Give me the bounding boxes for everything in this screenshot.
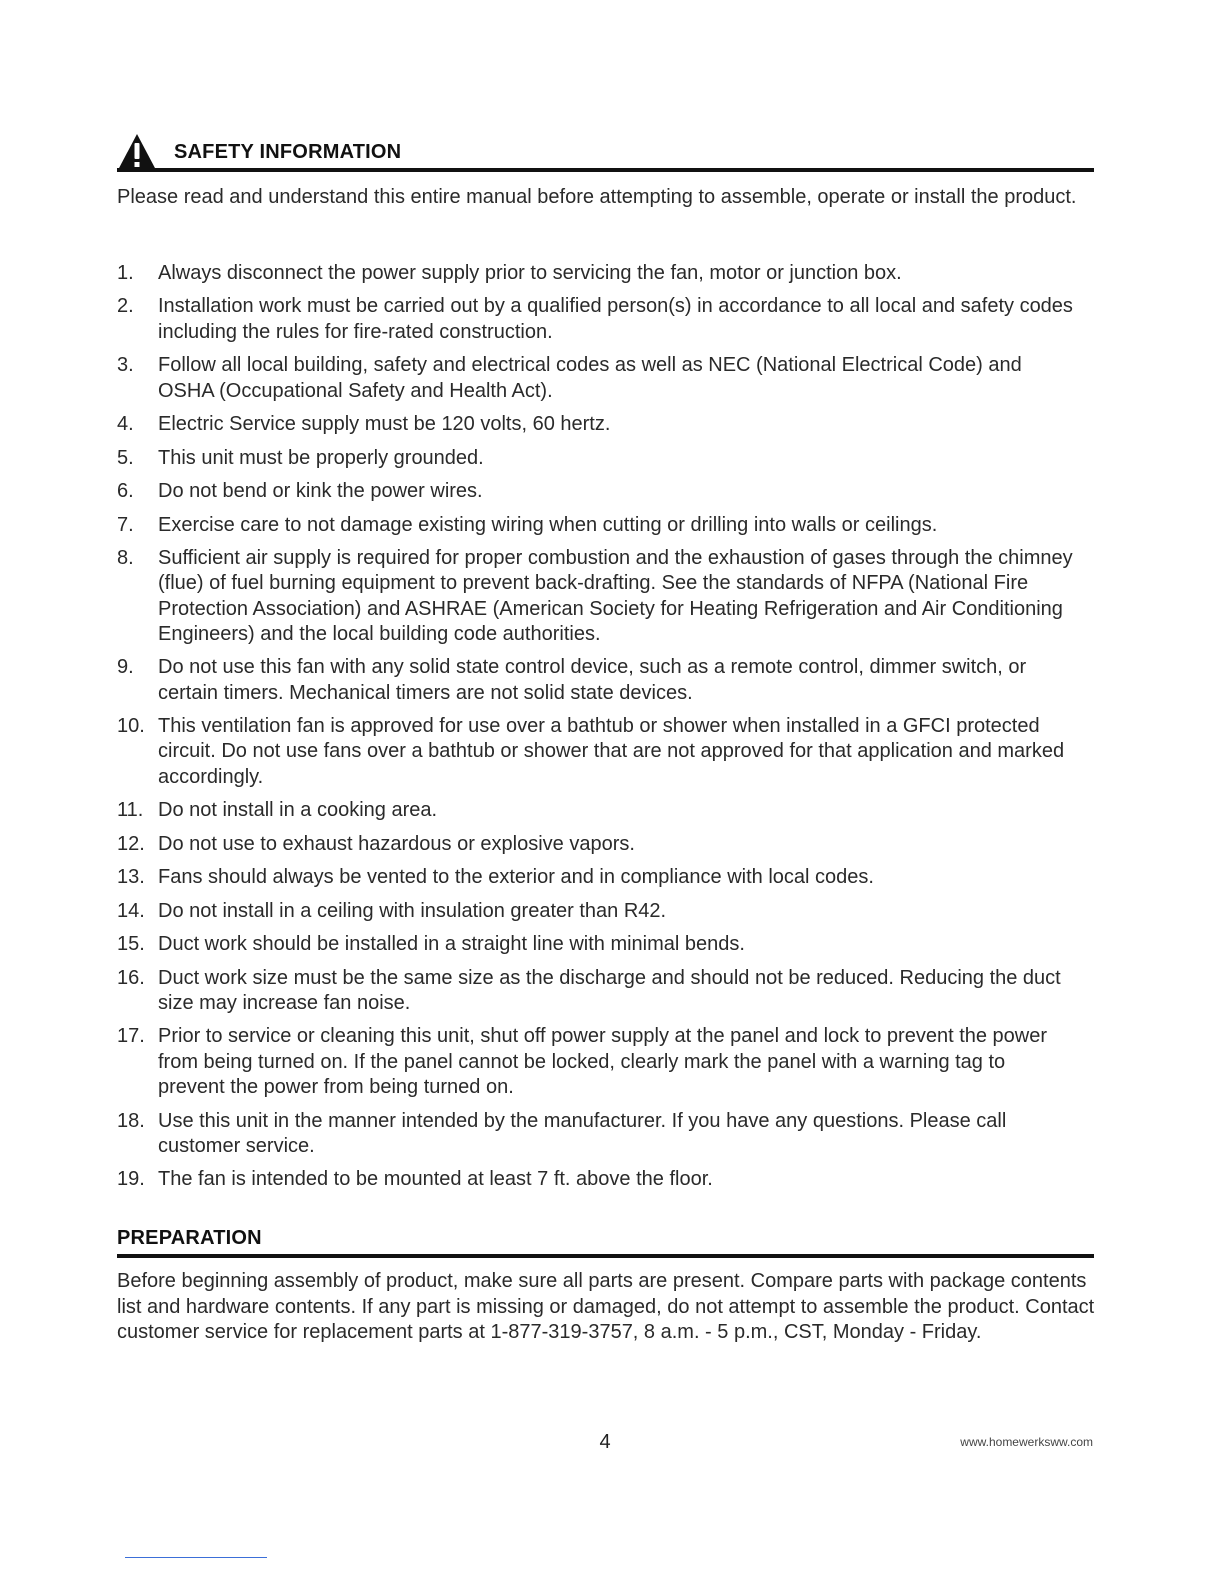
list-item-number: 4. bbox=[117, 413, 134, 436]
list-item-text: Duct work should be installed in a straight line with minimal bends. bbox=[158, 933, 745, 956]
list-item bbox=[117, 832, 1077, 857]
list-item-text: Exercise care to not damage existing wiring when cutting or drilling into walls or ceilings. bbox=[158, 513, 938, 536]
list-item-number: 10. bbox=[117, 715, 145, 738]
list-item-text: Electric Service supply must be 120 volts, 60 hertz. bbox=[158, 413, 611, 436]
preparation-title: PREPARATION bbox=[117, 1227, 262, 1249]
list-item-number: 17. bbox=[117, 1025, 145, 1048]
list-item bbox=[117, 412, 1077, 437]
preparation-section-header bbox=[117, 1226, 1094, 1262]
list-item bbox=[117, 1109, 1077, 1160]
section-divider bbox=[117, 168, 1094, 172]
list-item-number: 7. bbox=[117, 513, 134, 536]
list-item-number: 15. bbox=[117, 933, 145, 956]
list-item-number: 18. bbox=[117, 1109, 145, 1132]
list-item-number: 8. bbox=[117, 546, 134, 569]
safety-intro: Please read and understand this entire manual before attempting to assemble, operate or install the product. bbox=[117, 186, 1077, 208]
list-item-text: Do not install in a cooking area. bbox=[158, 799, 438, 822]
decorative-line bbox=[125, 1557, 267, 1558]
list-item-text: Do not use this fan with any solid state control device, such as a remote control, dimmer switch, or certain timers. Mechanical timers are not solid state devices. bbox=[158, 656, 1027, 704]
list-item-number: 6. bbox=[117, 480, 134, 503]
list-item-text: Do not use to exhaust hazardous or explosive vapors. bbox=[158, 832, 635, 855]
list-item bbox=[117, 966, 1077, 1017]
list-item bbox=[117, 261, 1077, 286]
list-item bbox=[117, 513, 1077, 538]
list-item bbox=[117, 655, 1077, 706]
list-item bbox=[117, 1024, 1077, 1100]
list-item-number: 19. bbox=[117, 1168, 145, 1191]
list-item-text: Sufficient air supply is required for proper combustion and the exhaustion of gases through the chimney (flue) of fuel burning equipment to prevent back-drafting. See the standards of NFPA (National Fire Protection Association) and ASHRAE (American Society for Heating Refrigeration and Air Conditioning Engineers) and the local building code authorities. bbox=[158, 546, 1073, 645]
list-item-text: Prior to service or cleaning this unit, shut off power supply at the panel and lock to prevent the power from being turned on. If the panel cannot be locked, clearly mark the panel with a warning tag to prevent the power from being turned on. bbox=[158, 1025, 1048, 1099]
list-item bbox=[117, 546, 1077, 647]
list-item-text: Installation work must be carried out by a qualified person(s) in accordance to all local and safety codes including the rules for fire-rated construction. bbox=[158, 295, 1073, 343]
list-item-text: Use this unit in the manner intended by the manufacturer. If you have any questions. Please call customer service. bbox=[158, 1109, 1007, 1157]
list-item bbox=[117, 446, 1077, 471]
list-item bbox=[117, 798, 1077, 823]
page-number: 4 bbox=[599, 1431, 611, 1453]
list-item bbox=[117, 932, 1077, 957]
list-item-text: Follow all local building, safety and electrical codes as well as NEC (National Electrical Code) and OSHA (Occupational Safety and Health Act). bbox=[158, 354, 1022, 402]
list-item-number: 5. bbox=[117, 446, 134, 469]
list-item bbox=[117, 479, 1077, 504]
list-item-number: 9. bbox=[117, 656, 134, 679]
list-item bbox=[117, 714, 1077, 790]
preparation-text: Before beginning assembly of product, make sure all parts are present. Compare parts with package contents list and hardware contents. If any part is missing or damaged, do not attempt to assemble the product. Contact customer service for replacement parts at 1-877-319-3757, 8 a.m. - 5 p.m., CST, Monday - Friday. bbox=[117, 1270, 1095, 1343]
warning-triangle-icon bbox=[117, 133, 157, 171]
list-item-number: 12. bbox=[117, 832, 145, 855]
section-divider bbox=[117, 1254, 1094, 1258]
list-item-text: Fans should always be vented to the exterior and in compliance with local codes. bbox=[158, 866, 874, 889]
list-item-text: Do not bend or kink the power wires. bbox=[158, 480, 483, 503]
list-item-number: 2. bbox=[117, 295, 134, 318]
list-item-text: Duct work size must be the same size as the discharge and should not be reduced. Reducing the duct size may increase fan noise. bbox=[158, 966, 1061, 1014]
list-item-number: 11. bbox=[117, 799, 144, 822]
list-item bbox=[117, 1167, 1077, 1192]
list-item-number: 3. bbox=[117, 354, 134, 377]
list-item-number: 13. bbox=[117, 866, 145, 889]
website-url: www.homewerksww.com bbox=[960, 1435, 1093, 1449]
list-item-text: This ventilation fan is approved for use over a bathtub or shower when installed in a GFCI protected circuit. Do not use fans over a bathtub or shower that are not approved for that application and marked accordingly. bbox=[158, 715, 1065, 788]
list-item-text: This unit must be properly grounded. bbox=[158, 446, 484, 469]
list-item bbox=[117, 294, 1077, 345]
list-item-text: The fan is intended to be mounted at least 7 ft. above the floor. bbox=[158, 1168, 713, 1191]
list-item-number: 16. bbox=[117, 966, 145, 989]
list-item-number: 14. bbox=[117, 899, 145, 922]
list-item bbox=[117, 353, 1077, 404]
list-item-text: Do not install in a ceiling with insulation greater than R42. bbox=[158, 899, 667, 922]
safety-title: SAFETY INFORMATION bbox=[174, 141, 402, 163]
list-item bbox=[117, 899, 1077, 924]
safety-section-header bbox=[117, 136, 1094, 176]
list-item-text: Always disconnect the power supply prior to servicing the fan, motor or junction box. bbox=[158, 262, 902, 284]
list-item bbox=[117, 865, 1077, 890]
safety-list bbox=[117, 261, 1077, 1201]
list-item-number: 1. bbox=[117, 262, 134, 284]
